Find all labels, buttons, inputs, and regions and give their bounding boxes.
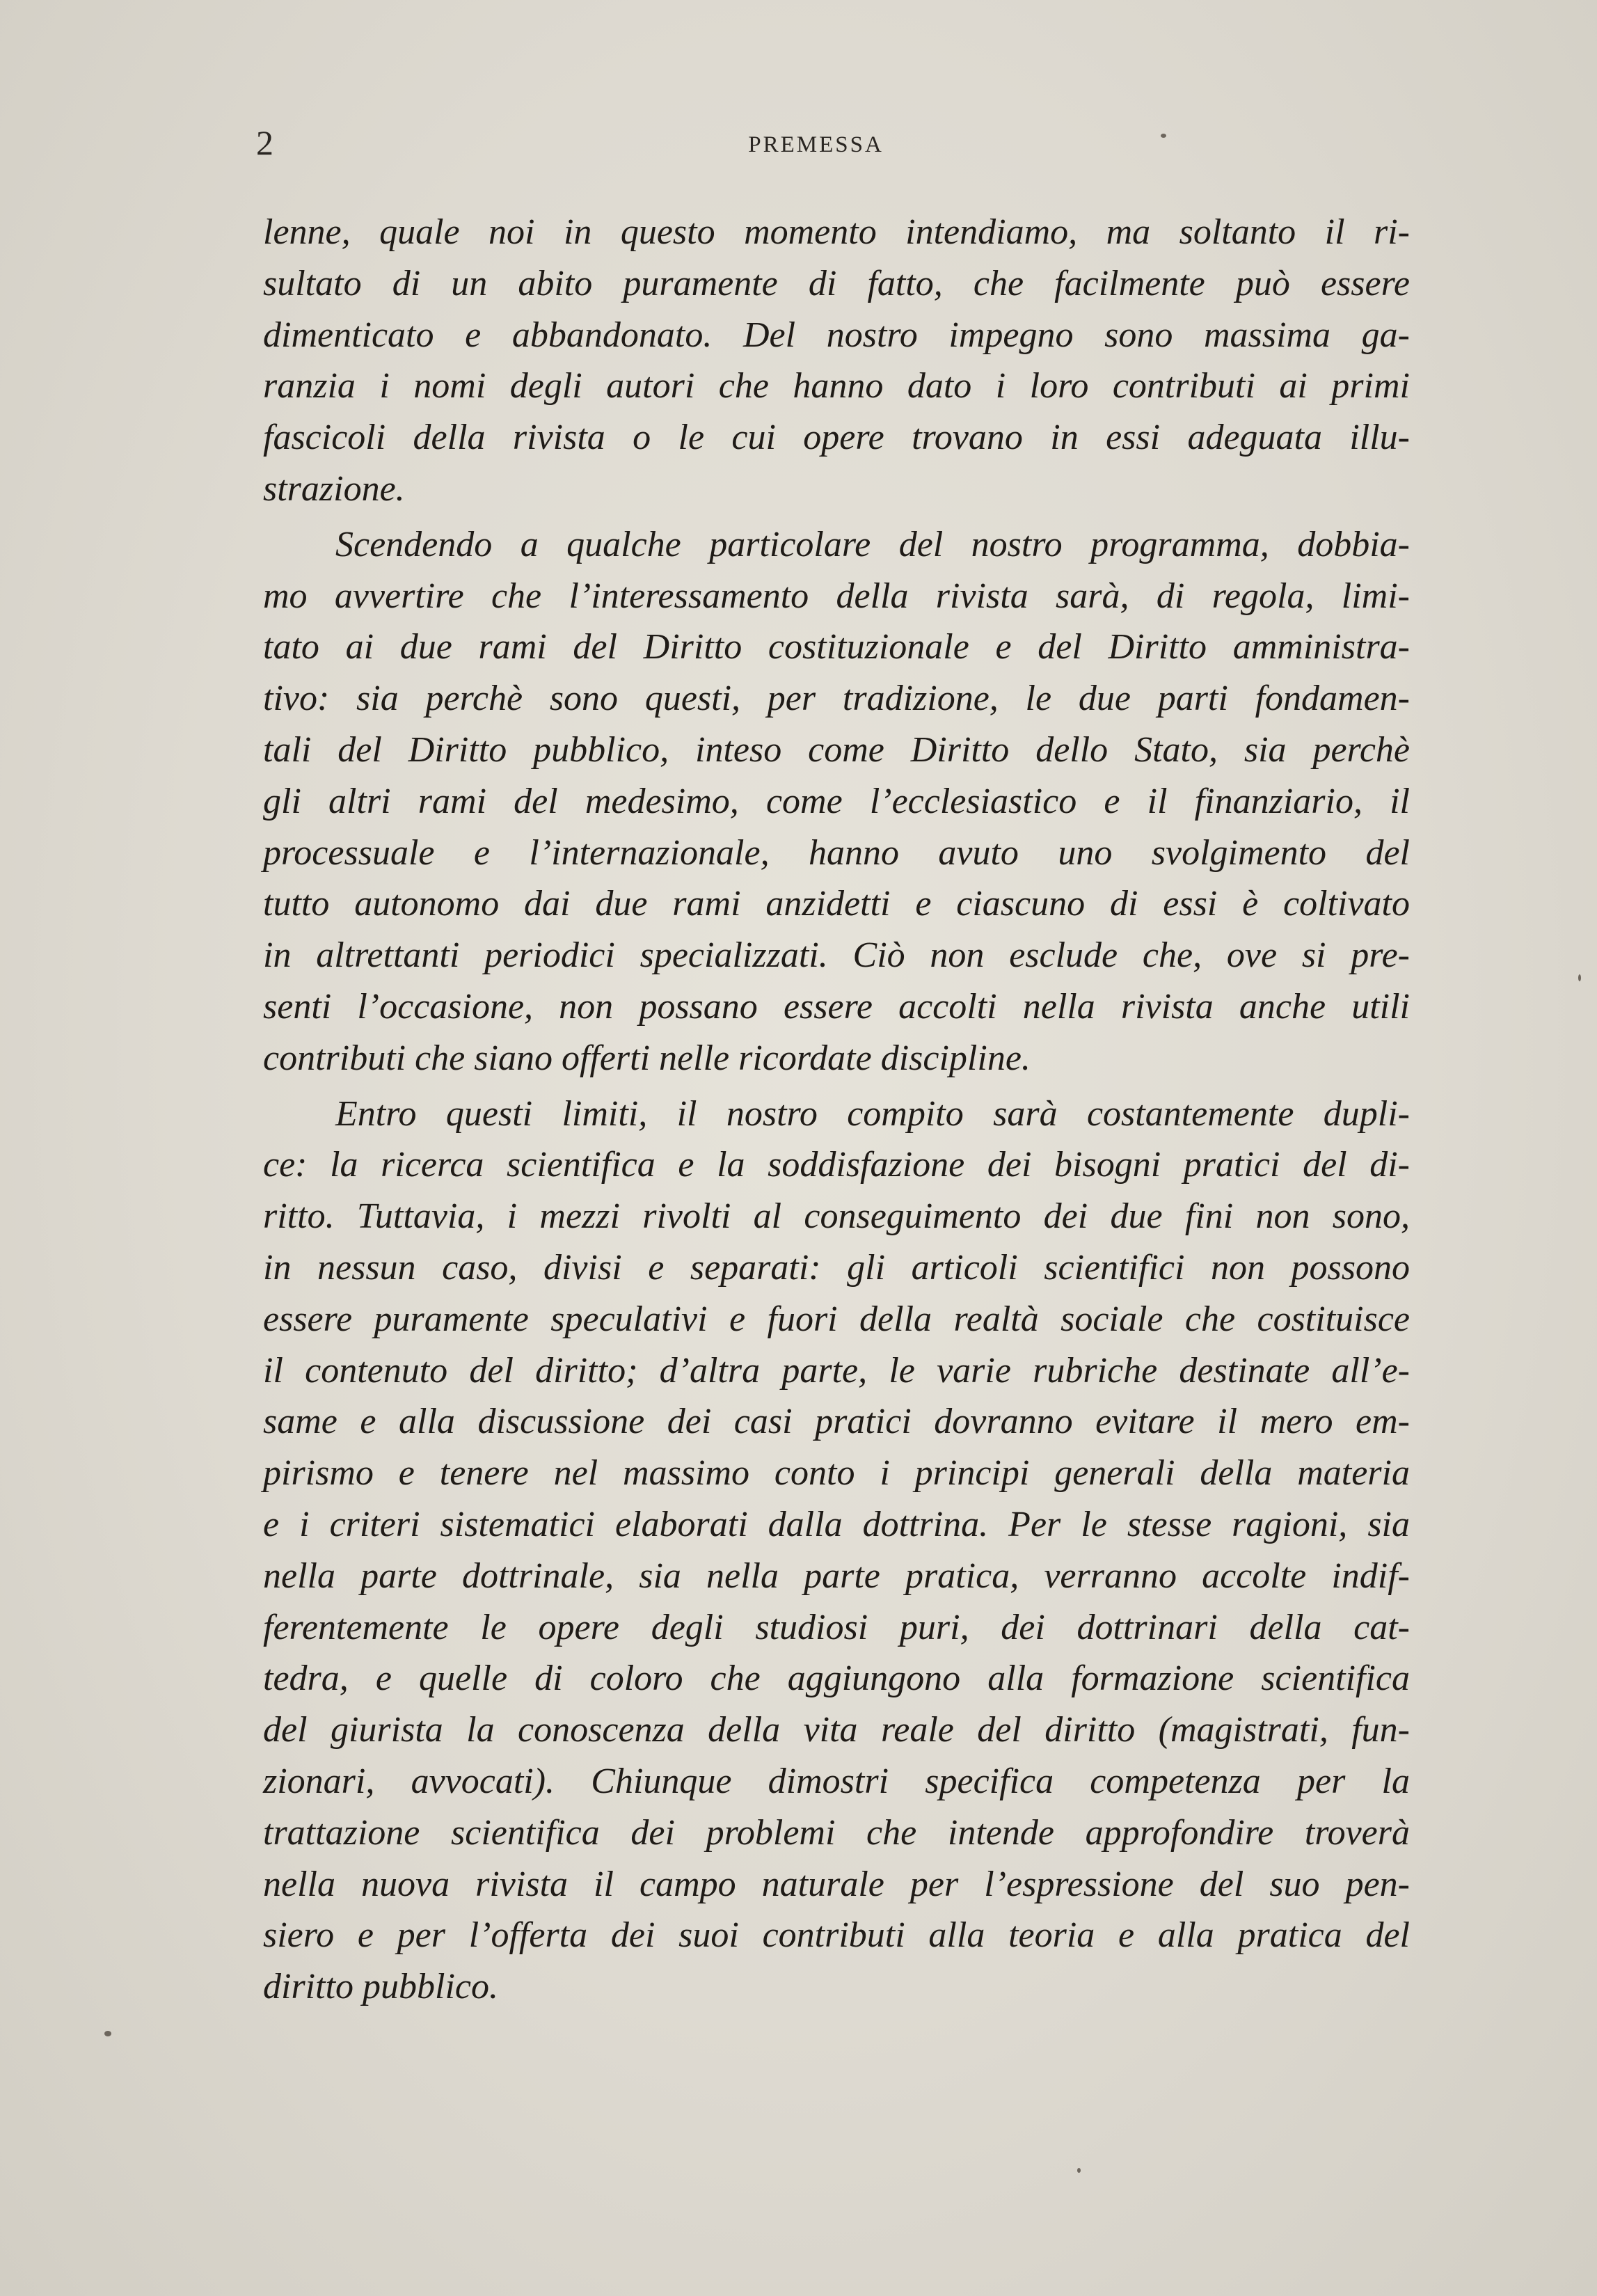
text-line: Scendendo a qualche particolare del nostro programma, dobbia- — [335, 524, 1410, 564]
text-line: diritto pubblico. — [263, 1967, 498, 2007]
text-line: gli altri rami del medesimo, come l’ecclesiastico e il finanziario, il — [263, 781, 1410, 821]
text-line: del giurista la conoscenza della vita reale del diritto (magistrati, fun- — [263, 1710, 1410, 1750]
paragraph-3 — [263, 1088, 1410, 2013]
text-line: tali del Diritto pubblico, inteso come Diritto dello Stato, sia perchè — [263, 729, 1410, 770]
text-line: contributi che siano offerti nelle ricordate discipline. — [263, 1038, 1031, 1078]
paper-speck — [1578, 974, 1581, 981]
text-line: processuale e l’internazionale, hanno avuto uno svolgimento del — [263, 832, 1410, 873]
paragraph-2 — [263, 519, 1410, 1084]
text-line: essere puramente speculativi e fuori della realtà sociale che costituisce — [263, 1299, 1410, 1339]
text-line: pirismo e tenere nel massimo conto i principi generali della materia — [263, 1453, 1410, 1494]
page-number: 2 — [256, 123, 273, 162]
paper-speck — [1077, 2168, 1081, 2173]
text-line: ritto. Tuttavia, i mezzi rivolti al conseguimento dei due fini non sono, — [263, 1196, 1410, 1237]
text-line: nella nuova rivista il campo naturale per l’espressione del suo pen- — [263, 1864, 1410, 1904]
text-line: il contenuto del diritto; d’altra parte, le varie rubriche destinate all’e- — [263, 1350, 1410, 1391]
text-line: same e alla discussione dei casi pratici dovranno evitare il mero em- — [263, 1402, 1410, 1442]
paper-speck — [1161, 134, 1166, 138]
text-line: tutto autonomo dai due rami anzidetti e ciascuno di essi è coltivato — [263, 884, 1410, 924]
text-line: zionari, avvocati). Chiunque dimostri specifica competenza per la — [263, 1761, 1410, 1801]
text-line: lenne, quale noi in questo momento intendiamo, ma soltanto il ri- — [263, 212, 1410, 252]
text-line: ce: la ricerca scientifica e la soddisfazione dei bisogni pratici del di- — [263, 1145, 1410, 1185]
text-line: tivo: sia perchè sono questi, per tradizione, le due parti fondamen- — [263, 679, 1410, 719]
text-line: dimenticato e abbandonato. Del nostro impegno sono massima ga- — [263, 315, 1410, 355]
text-line: ferentemente le opere degli studiosi puri, dei dottrinari della cat- — [263, 1607, 1410, 1647]
text-line: ranzia i nomi degli autori che hanno dato i loro contributi ai primi — [263, 366, 1410, 406]
text-line: tato ai due rami del Diritto costituzionale e del Diritto amministra- — [263, 627, 1410, 667]
text-line: siero e per l’offerta dei suoi contributi alla teoria e alla pratica del — [263, 1915, 1410, 1956]
body-text — [263, 207, 1410, 2013]
text-line: in altrettanti periodici specializzati. Ciò non esclude che, ove si pre- — [263, 935, 1410, 976]
paragraph-1 — [263, 207, 1410, 515]
text-line: e i criteri sistematici elaborati dalla dottrina. Per le stesse ragioni, sia — [263, 1504, 1410, 1544]
text-line: Entro questi limiti, il nostro compito sarà costantemente dupli- — [335, 1093, 1410, 1134]
text-line: mo avvertire che l’interessamento della rivista sarà, di regola, limi- — [263, 576, 1410, 616]
text-line: strazione. — [263, 468, 405, 509]
text-line: in nessun caso, divisi e separati: gli articoli scientifici non possono — [263, 1247, 1410, 1288]
paper-speck — [104, 2031, 111, 2036]
text-line: senti l’occasione, non possano essere accolti nella rivista anche utili — [263, 986, 1410, 1027]
running-header-title: PREMESSA — [748, 132, 884, 157]
text-line: nella parte dottrinale, sia nella parte pratica, verranno accolte indif- — [263, 1555, 1410, 1596]
text-line: tedra, e quelle di coloro che aggiungono alla formazione scientifica — [263, 1658, 1410, 1699]
text-line: sultato di un abito puramente di fatto, che facilmente può essere — [263, 263, 1410, 303]
text-line: trattazione scientifica dei problemi che intende approfondire troverà — [263, 1812, 1410, 1853]
text-line: fascicoli della rivista o le cui opere trovano in essi adeguata illu- — [263, 418, 1410, 458]
